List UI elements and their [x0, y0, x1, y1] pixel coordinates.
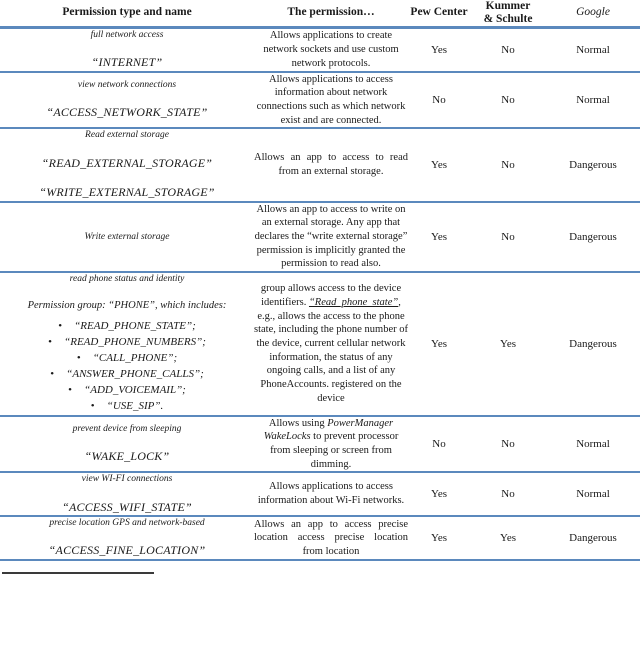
table-body — [0, 27, 640, 560]
permission-description-cell: Allows applications to access information about network connections such as which network exist and are connected. — [256, 73, 406, 126]
permission-constant-secondary: “WRITE_EXTERNAL_STORAGE” — [39, 185, 215, 200]
google-value: Normal — [576, 93, 610, 106]
list-item-label: “ANSWER_PHONE_CALLS”; — [66, 367, 204, 380]
google-value: Dangerous — [569, 337, 617, 350]
google-value: Normal — [576, 487, 610, 500]
permission-friendly-name: read phone status and identity — [69, 273, 185, 284]
permission-description-cell — [254, 272, 408, 416]
permission-friendly-name: prevent device from sleeping — [72, 423, 182, 434]
pew-center-value: No — [432, 93, 446, 106]
column-header-kummer-schulte — [470, 0, 546, 27]
permission-description-cell — [254, 416, 408, 473]
column-header-permission-name: Permission type and name — [62, 6, 192, 19]
pew-center-value: Yes — [430, 487, 447, 500]
permission-name-cell — [0, 416, 254, 473]
table-row — [0, 27, 640, 71]
list-item — [0, 319, 254, 335]
google-value: Normal — [576, 437, 610, 450]
permission-description-cell: Allows an app to access precise location access precise location from location — [254, 518, 408, 557]
permission-name-cell — [0, 272, 254, 416]
google-value: Dangerous — [569, 158, 617, 171]
description-emphasis: “Read_phone_state” — [308, 297, 399, 309]
permission-friendly-name: view WI-FI connections — [81, 474, 173, 485]
kummer-schulte-value: No — [501, 93, 515, 106]
permission-name-cell — [0, 72, 254, 129]
table-row — [0, 128, 640, 202]
pew-center-value: Yes — [430, 43, 447, 56]
permission-friendly-name: view network connections — [77, 80, 177, 90]
permission-name-cell — [0, 202, 254, 272]
permission-constant: “READ_EXTERNAL_STORAGE” — [41, 155, 213, 170]
permission-description-cell: Allows applications to create network sockets and use custom network protocols. — [263, 30, 399, 69]
google-value: Normal — [576, 43, 610, 56]
permission-description-cell: Allows applications to access information about Wi-Fi networks. — [257, 481, 405, 507]
list-item-label: “READ_PHONE_STATE”; — [74, 319, 196, 332]
permission-description-cell: Allows an app to access to read from an external storage. — [254, 152, 408, 178]
bullet-icon: • — [68, 383, 72, 396]
pew-center-value: Yes — [430, 531, 447, 544]
kummer-schulte-value: No — [501, 487, 515, 500]
table-row — [0, 272, 640, 416]
google-value: Dangerous — [569, 230, 617, 243]
permission-group-list — [0, 319, 254, 415]
permission-friendly-name: full network access — [90, 29, 164, 40]
pew-center-value: Yes — [430, 158, 447, 171]
list-item-label: “ADD_VOICEMAIL”; — [84, 383, 186, 396]
column-header-description: The permission… — [287, 6, 375, 19]
bullet-icon: • — [50, 367, 55, 380]
permission-friendly-name: precise location GPS and network-based — [49, 518, 205, 529]
bullet-icon: • — [48, 335, 52, 348]
bullet-icon: • — [58, 319, 63, 332]
permission-name-cell — [0, 516, 254, 560]
table-row — [0, 202, 640, 272]
list-item — [0, 367, 254, 383]
kummer-line-2: & Schulte — [483, 12, 533, 25]
kummer-schulte-value: Yes — [499, 337, 516, 350]
description-part-2: , e.g., allows the access to the phone state, including the phone number of the device, current cellular network information, the status of any ongoing calls, and a list of any PhoneAccounts. registered on the device — [254, 297, 408, 404]
kummer-schulte-value: No — [501, 43, 515, 56]
permission-name-cell — [0, 472, 254, 516]
pew-center-value: No — [432, 437, 446, 450]
permission-name-cell — [0, 27, 254, 71]
kummer-schulte-value: Yes — [499, 531, 516, 544]
table-row — [0, 416, 640, 473]
description-part-2: to prevent processor from sleeping or screen from dimming. — [270, 431, 399, 470]
permission-constant: “ACCESS_NETWORK_STATE” — [46, 105, 208, 120]
kummer-schulte-value: No — [501, 437, 515, 450]
table-row — [0, 72, 640, 129]
permission-name-cell — [0, 128, 254, 202]
kummer-schulte-value: No — [501, 158, 515, 171]
column-header-pew-center: Pew Center — [410, 6, 468, 19]
permission-constant: “ACCESS_FINE_LOCATION” — [48, 543, 206, 558]
list-item-label: “CALL_PHONE”; — [92, 351, 178, 364]
bullet-icon: • — [90, 399, 95, 412]
table-header — [0, 0, 640, 27]
list-item — [0, 335, 254, 351]
permission-friendly-name: Read external storage — [85, 130, 169, 141]
kummer-schulte-value: No — [501, 230, 515, 243]
pew-center-value: Yes — [430, 230, 447, 243]
pew-center-value: Yes — [430, 337, 447, 350]
list-item — [0, 383, 254, 399]
footnote-separator — [2, 572, 154, 574]
list-item-label: “READ_PHONE_NUMBERS”; — [64, 335, 206, 348]
header-row — [0, 0, 640, 27]
permission-constant: “WAKE_LOCK” — [84, 449, 170, 464]
permission-friendly-name: Write external storage — [84, 231, 170, 242]
description-part-1: Allows using — [268, 417, 328, 429]
permission-constant: “ACCESS_WIFI_STATE” — [62, 499, 192, 514]
google-value: Dangerous — [569, 531, 617, 544]
kummer-line-1: Kummer — [485, 0, 531, 12]
permission-description-cell: Allows an app to access to write on an external storage. Any app that declares the “write external storage” permission is implicitly granted the permission to read also. — [254, 203, 408, 270]
column-header-google: Google — [576, 6, 610, 19]
list-item-label: “USE_SIP”. — [106, 399, 164, 412]
table-row — [0, 472, 640, 516]
description-part-1: group allows access to the device identifiers. — [260, 283, 402, 309]
permission-constant: “INTERNET” — [91, 55, 163, 70]
permission-group-line: Permission group: “PHONE”, which includes: — [27, 300, 227, 312]
list-item — [0, 351, 254, 367]
table-row — [0, 516, 640, 560]
list-item — [0, 399, 254, 415]
description-emphasis: PowerManager WakeLocks — [263, 417, 394, 443]
bullet-icon: • — [76, 351, 81, 364]
